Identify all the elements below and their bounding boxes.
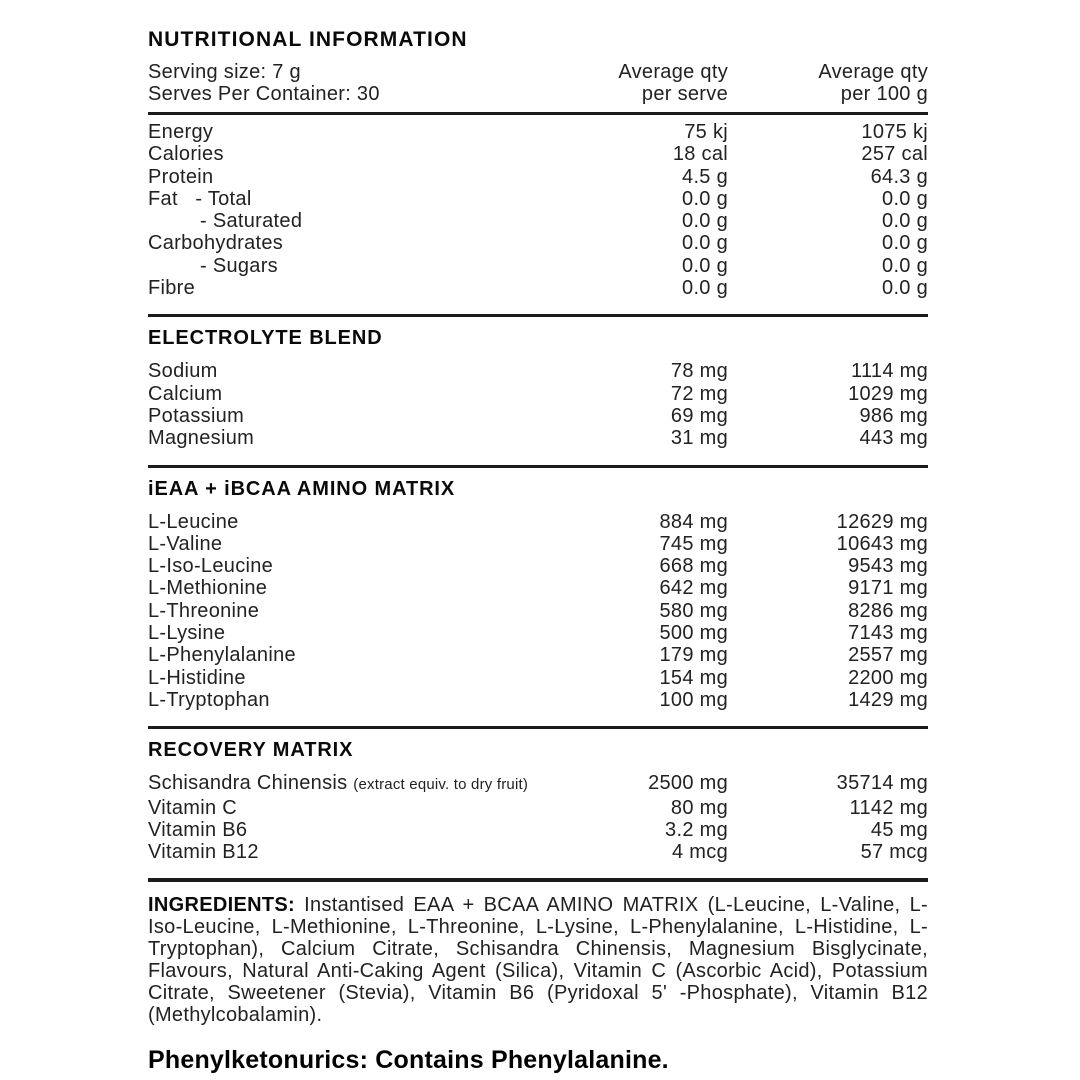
row-value-per-100g: 8286 mg [848, 599, 928, 622]
row-value-per-100g: 2200 mg [848, 666, 928, 689]
serves-per-container: Serves Per Container: 30 [148, 83, 380, 105]
section-heading: iEAA + iBCAA AMINO MATRIX [148, 477, 456, 500]
allergen-statement: Phenylketonurics: Contains Phenylalanine. [148, 1046, 669, 1075]
table-row [148, 405, 928, 427]
row-value-per-serve: 668 mg [659, 555, 728, 578]
row-label-note: (extract equiv. to dry fruit) [353, 776, 529, 794]
section-heading: ELECTROLYTE BLEND [148, 327, 383, 350]
row-label: Potassium [148, 404, 245, 427]
section-main-nutrition [148, 115, 928, 307]
row-label: Schisandra Chinensis (extract equiv. to dry fruit) [148, 772, 529, 795]
row-value-per-serve: 884 mg [659, 510, 728, 533]
ingredients-label: INGREDIENTS: [148, 894, 295, 917]
row-value-per-serve: 0.0 g [682, 254, 728, 277]
row-value-per-serve: 80 mg [670, 796, 728, 819]
row-label: Fibre [148, 277, 196, 300]
row-label: L-Iso-Leucine [148, 555, 274, 578]
table-row [148, 555, 928, 577]
divider [148, 878, 928, 882]
row-value-per-100g: 0.0 g [882, 254, 928, 277]
row-label: Protein [148, 165, 214, 188]
serving-size: Serving size: 7 g [148, 61, 301, 83]
row-value-per-100g: 12629 mg [836, 510, 928, 533]
row-value-per-100g: 1142 mg [849, 796, 928, 819]
row-value-per-serve: 154 mg [659, 666, 728, 689]
row-label: L-Lysine [148, 622, 226, 645]
row-value-per-100g: 257 cal [861, 143, 928, 166]
row-value-per-serve: 0.0 g [682, 210, 728, 233]
row-value-per-serve: 69 mg [670, 404, 728, 427]
ingredients-text: Instantised EAA + BCAA AMINO MATRIX (L-Leucine, L-Valine, L-Iso-Leucine, L-Methionine, L-Threonine, L-Lysine, L-Phenylalanine, L-Histidine, L-Tryptophan), Calcium Citrate, Schisandra Chinensis, Magnesium Bisglycinate, Flavours, Natural Anti-Caking Agent (Silica), Vitamin C (Ascorbic Acid), Potassium Citrate, Sweetener (Stevia), Vitamin B6 (Pyridoxal 5' -Phosphate), Vitamin B12 (Methylcobalamin). [148, 894, 928, 1027]
table-row [148, 600, 928, 622]
row-label: L-Tryptophan [148, 688, 270, 711]
row-label: Vitamin B6 [148, 818, 248, 841]
table-row [148, 166, 928, 188]
row-label: Carbohydrates [148, 232, 284, 255]
row-value-per-serve: 0.0 g [682, 232, 728, 255]
row-value-per-serve: 179 mg [659, 644, 728, 667]
row-value-per-100g: 443 mg [859, 427, 928, 450]
row-value-per-100g: 45 mg [870, 818, 928, 841]
serving-info [148, 61, 578, 105]
column-header-per-100g: Average qty per 100 g [818, 61, 928, 105]
row-value-per-100g: 2557 mg [848, 644, 928, 667]
section-heading: RECOVERY MATRIX [148, 739, 354, 762]
row-value-per-100g: 986 mg [859, 404, 928, 427]
table-row [148, 819, 928, 841]
table-row [148, 277, 928, 299]
row-label: Fat - Total [148, 187, 252, 210]
row-label: L-Threonine [148, 599, 260, 622]
section-electrolyte-blend [148, 317, 928, 457]
row-value-per-serve: 0.0 g [682, 187, 728, 210]
row-value-per-100g: 10643 mg [836, 532, 928, 555]
table-row [148, 383, 928, 405]
panel-title: NUTRITIONAL INFORMATION [148, 28, 468, 51]
row-label: L-Leucine [148, 510, 239, 533]
table-row [148, 143, 928, 165]
row-value-per-serve: 745 mg [659, 532, 728, 555]
row-value-per-100g: 1114 mg [851, 360, 928, 383]
row-value-per-100g: 0.0 g [882, 210, 928, 233]
row-value-per-serve: 75 kj [684, 121, 728, 143]
table-row [148, 232, 928, 254]
row-value-per-100g: 7143 mg [848, 622, 928, 645]
table-row [148, 511, 928, 533]
row-label: - Saturated [200, 210, 303, 233]
table-header [148, 61, 928, 105]
column-header-per-serve: Average qty per serve [618, 61, 728, 105]
section-amino-matrix [148, 468, 928, 720]
table-row [148, 360, 928, 382]
row-value-per-serve: 3.2 mg [665, 818, 728, 841]
row-value-per-100g: 57 mcg [860, 841, 928, 864]
row-label: L-Methionine [148, 577, 268, 600]
row-label: Vitamin C [148, 796, 238, 819]
row-value-per-serve: 72 mg [670, 382, 728, 405]
table-row [148, 533, 928, 555]
row-value-per-serve: 642 mg [659, 577, 728, 600]
row-value-per-serve: 18 cal [672, 143, 728, 166]
row-label: Sodium [148, 360, 218, 383]
row-value-per-serve: 31 mg [670, 427, 728, 450]
row-label: Energy [148, 121, 214, 143]
table-row [148, 622, 928, 644]
row-value-per-serve: 500 mg [659, 622, 728, 645]
table-row [148, 255, 928, 277]
row-label: L-Valine [148, 532, 223, 555]
table-row [148, 797, 928, 819]
table-row [148, 188, 928, 210]
row-label: Vitamin B12 [148, 841, 259, 864]
row-label: - Sugars [200, 254, 278, 277]
row-value-per-serve: 4 mcg [672, 841, 728, 864]
row-label: L-Phenylalanine [148, 644, 296, 667]
row-value-per-100g: 9543 mg [848, 555, 928, 578]
row-value-per-serve: 4.5 g [682, 165, 728, 188]
row-label: Calcium [148, 382, 223, 405]
row-label: L-Histidine [148, 666, 246, 689]
table-row [148, 210, 928, 232]
table-row [148, 427, 928, 449]
ingredients-paragraph [148, 894, 928, 1026]
table-row [148, 121, 928, 143]
row-value-per-100g: 9171 mg [848, 577, 928, 600]
row-value-per-100g: 0.0 g [882, 232, 928, 255]
row-value-per-100g: 35714 mg [836, 772, 928, 795]
row-value-per-serve: 0.0 g [682, 277, 728, 300]
row-value-per-100g: 0.0 g [882, 187, 928, 210]
row-value-per-serve: 580 mg [659, 599, 728, 622]
row-value-per-100g: 64.3 g [870, 165, 928, 188]
row-label: Calories [148, 143, 224, 166]
nutrition-panel [148, 28, 928, 1075]
table-row [148, 841, 928, 863]
row-value-per-serve: 100 mg [659, 688, 728, 711]
row-value-per-100g: 1029 mg [848, 382, 928, 405]
table-row [148, 772, 928, 796]
table-row [148, 644, 928, 666]
row-value-per-100g: 0.0 g [882, 277, 928, 300]
row-value-per-100g: 1075 kj [861, 121, 928, 143]
row-value-per-serve: 78 mg [670, 360, 728, 383]
row-value-per-serve: 2500 mg [648, 772, 728, 795]
table-row [148, 667, 928, 689]
section-recovery-matrix [148, 729, 928, 871]
table-row [148, 689, 928, 711]
row-value-per-100g: 1429 mg [848, 688, 928, 711]
table-row [148, 577, 928, 599]
row-label: Magnesium [148, 427, 255, 450]
